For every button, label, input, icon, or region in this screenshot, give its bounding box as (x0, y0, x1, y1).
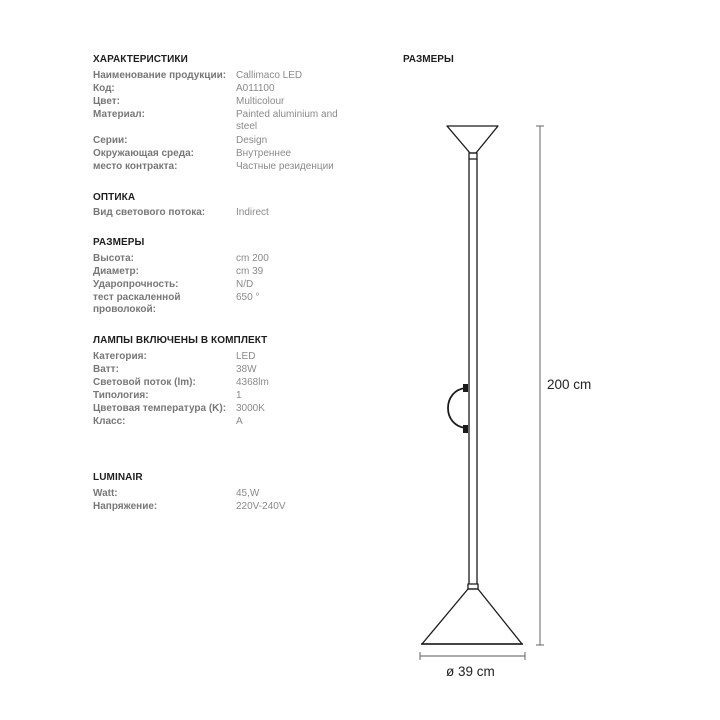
spec-label: Окружающая среда: (93, 148, 194, 159)
lamp-base-cone (422, 589, 522, 644)
luminair-value: 220V-240V (236, 501, 286, 512)
luminair-title: LUMINAIR (93, 472, 143, 483)
spec-value: Callimaco LED (236, 70, 303, 81)
height-dimension-label: 200 cm (547, 377, 592, 392)
dimensions-title: РАЗМЕРЫ (403, 54, 454, 65)
spec-label: место контракта: (93, 161, 178, 172)
sizes-label: Диаметр: (93, 266, 139, 277)
spec-label: Материал: (93, 109, 145, 120)
spec-label: Цвет: (93, 96, 120, 107)
sizes-label: Высота: (93, 253, 134, 264)
sizes-label: Ударопрочность: (93, 279, 179, 290)
lamp-collar (469, 153, 477, 159)
lamps-label: Световой поток (lm): (93, 377, 196, 388)
lamps-value: LED (236, 351, 256, 362)
optics-value: Indirect (236, 207, 269, 218)
lamp-dimmer-handle (448, 388, 466, 428)
lamps-label: Ватт: (93, 364, 119, 375)
lamps-label: Категория: (93, 351, 147, 362)
spec-label: Серии: (93, 135, 128, 146)
luminair-value: 45,W (236, 488, 260, 499)
lamps-value: A (236, 416, 243, 427)
lamps-value: 1 (236, 390, 242, 401)
lamps-label: Класс: (93, 416, 126, 427)
spec-value: Multicolour (236, 96, 285, 107)
lamp-top-reflector (447, 126, 498, 153)
spec-label: Код: (93, 83, 115, 94)
sizes-value: 650 ° (236, 292, 260, 303)
spec-value: Design (236, 135, 268, 146)
sizes-value: N/D (236, 279, 254, 290)
diameter-dimension-label: ø 39 cm (446, 664, 495, 679)
luminair-label: Напряжение: (93, 501, 158, 512)
lamps-value: 3000K (236, 403, 265, 414)
lamps-title: ЛАМПЫ ВКЛЮЧЕНЫ В КОМПЛЕКТ (93, 335, 268, 346)
sizes-title: РАЗМЕРЫ (93, 237, 145, 248)
lamps-value: 4368lm (236, 377, 269, 388)
luminair-label: Watt: (93, 488, 118, 499)
lamps-label: Типология: (93, 390, 149, 401)
optics-label: Вид светового потока: (93, 207, 206, 218)
lamps-value: 38W (236, 364, 257, 375)
lamp-base-joint (468, 584, 478, 589)
sizes-value: cm 39 (236, 266, 264, 277)
sizes-label: тест раскаленной проволокой: (93, 292, 181, 315)
spec-label: Наименование продукции: (93, 70, 227, 81)
specs-title: ХАРАКТЕРИСТИКИ (93, 54, 188, 65)
spec-value: A011100 (236, 83, 275, 94)
spec-value: Painted aluminium and steel (236, 109, 338, 132)
lamps-label: Цветовая температура (K): (93, 403, 227, 414)
spec-value: Внутреннее (236, 148, 292, 159)
spec-value: Частные резиденции (236, 161, 334, 172)
sizes-value: cm 200 (236, 253, 269, 264)
optics-title: ОПТИКА (93, 192, 136, 203)
